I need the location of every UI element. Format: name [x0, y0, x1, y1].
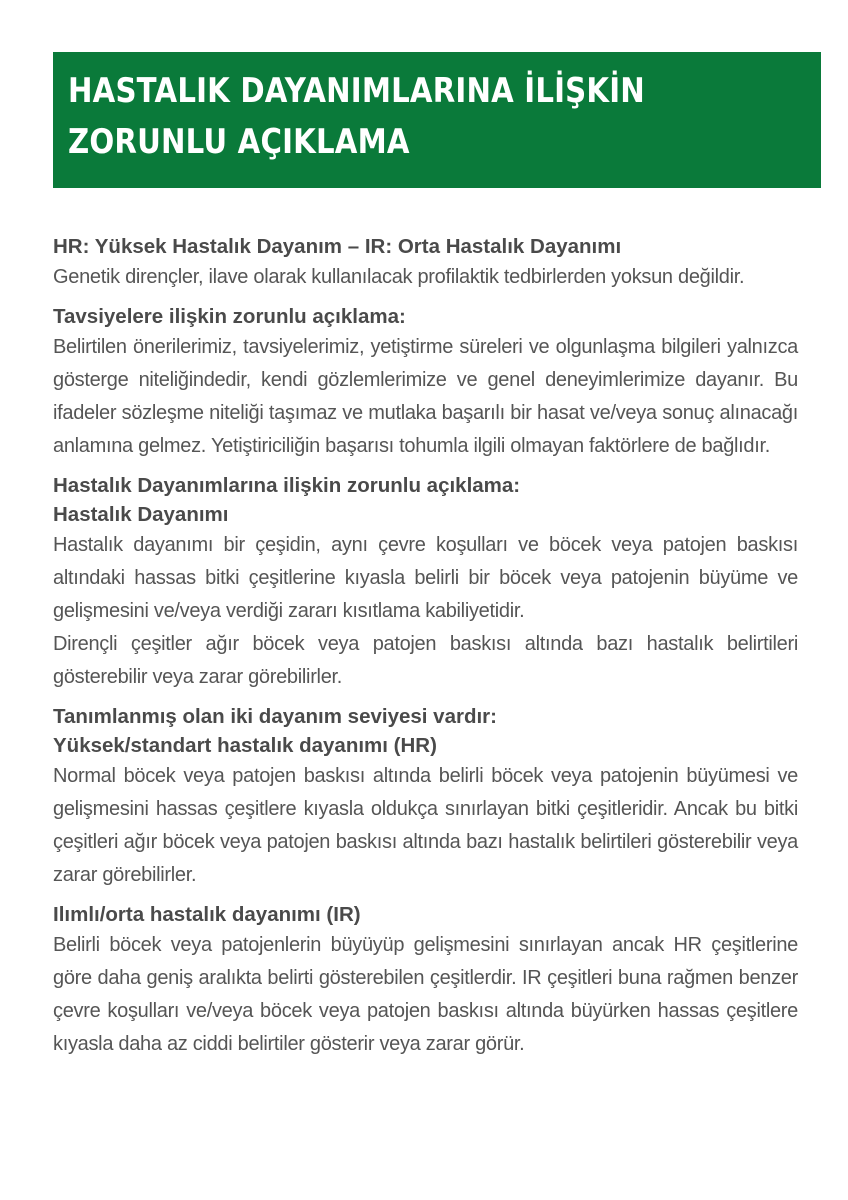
section-heading: Tavsiyelere ilişkin zorunlu açıklama: [53, 305, 406, 328]
section-heading: Tanımlanmış olan iki dayanım seviyesi vardır: [53, 705, 497, 728]
section-disease-resistance [53, 471, 798, 694]
section-paragraph: Dirençli çeşitler ağır böcek veya patojen baskısı altında bazı hastalık belirtileri gösterebilir veya zarar görebilirler. [53, 633, 798, 688]
section-resistance-levels [53, 702, 798, 892]
page-title-line-1: HASTALIK DAYANIMLARINA İLİŞKİN [68, 71, 645, 111]
section-moderate-resistance [53, 900, 798, 1061]
page-title-line-2: ZORUNLU AÇIKLAMA [68, 122, 410, 162]
section-paragraph: Normal böcek veya patojen baskısı altında belirli böcek veya patojenin büyümesi ve gelişmesini hassas çeşitlere kıyasla oldukça sınırlayan bitki çeşitleridir. Ancak bu bitki çeşitleri ağır böcek veya patojen baskısı altında bazı hastalık belirtileri gösterebilir veya zarar görebilirler. [53, 765, 798, 886]
section-subheading: Yüksek/standart hastalık dayanımı (HR) [53, 734, 437, 757]
document-body [53, 232, 798, 1069]
section-hr-ir [53, 232, 798, 294]
section-heading: HR: Yüksek Hastalık Dayanım – IR: Orta Hastalık Dayanımı [53, 235, 622, 258]
section-heading: Hastalık Dayanımlarına ilişkin zorunlu açıklama: [53, 474, 521, 497]
title-banner [53, 52, 821, 188]
section-recommendations [53, 302, 798, 463]
section-heading: Ilımlı/orta hastalık dayanımı (IR) [53, 903, 361, 926]
section-paragraph: Hastalık dayanımı bir çeşidin, aynı çevre koşulları ve böcek veya patojen baskısı altındaki hassas bitki çeşitlerine kıyasla belirli bir böcek veya patojenin büyüme ve gelişmesini ve/veya verdiği zararı kısıtlama kabiliyetidir. [53, 534, 798, 622]
section-subheading: Hastalık Dayanımı [53, 503, 229, 526]
section-paragraph: Belirli böcek veya patojenlerin büyüyüp gelişmesini sınırlayan ancak HR çeşitlerine göre daha geniş aralıkta belirti gösterebilen çeşitlerdir. IR çeşitleri buna rağmen benzer çevre koşulları ve/veya böcek veya patojen baskısı altında büyürken hassas çeşitlere kıyasla daha az ciddi belirtiler gösterir veya zarar görür. [53, 934, 798, 1055]
section-paragraph: Genetik dirençler, ilave olarak kullanılacak profilaktik tedbirlerden yoksun değildir. [53, 266, 745, 288]
section-paragraph: Belirtilen önerilerimiz, tavsiyelerimiz, yetiştirme süreleri ve olgunlaşma bilgileri yalnızca gösterge niteliğindedir, kendi gözlemlerimize ve genel deneyimlerimize dayanır. Bu ifadeler sözleşme niteliği taşımaz ve mutlaka başarılı bir hasat ve/veya sonuç alınacağı anlamına gelmez. Yetiştiriciliğin başarısı tohumla ilgili olmayan faktörlere de bağlıdır. [53, 336, 798, 457]
